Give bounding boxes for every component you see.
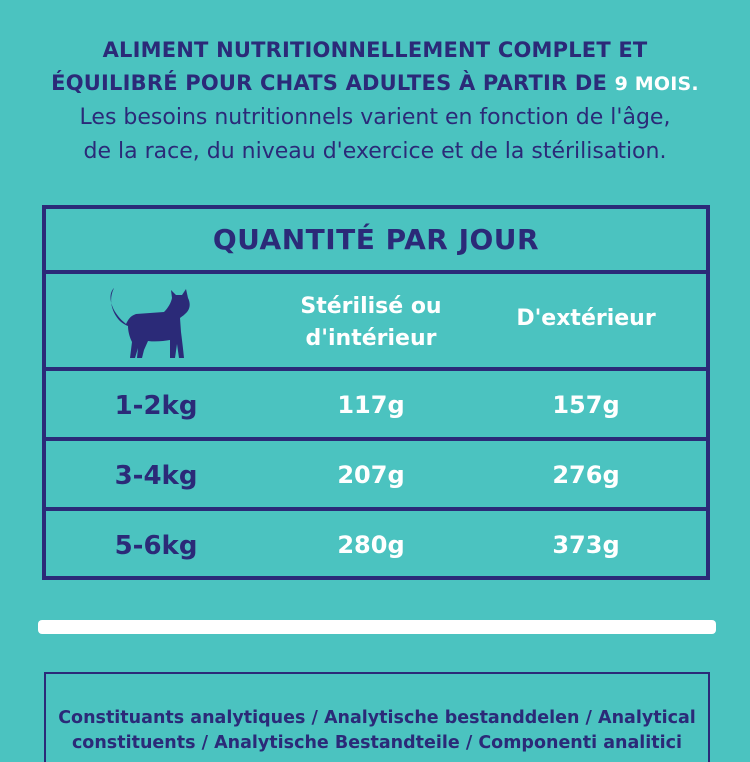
table-title: QUANTITÉ PAR JOUR [212,223,540,256]
header-indoor-line-1: Stérilisé ou [300,294,442,319]
analytical-line-2: constituents / Analytische Bestandteile / Componenti analitici [71,733,683,753]
white-divider [38,620,716,634]
indoor-amount-cell: 207g [337,461,405,489]
weight-cell: 5-6kg [114,531,198,561]
header-indoor-line-2: d'intérieur [305,326,437,351]
outdoor-amount-cell: 157g [552,391,620,419]
table-row [46,371,706,441]
header-line-2 [0,67,750,101]
cat-icon [108,286,203,364]
header-line-4: de la race, du niveau d'exercice et de la stérilisation. [83,139,667,164]
table-row [46,441,706,511]
table-title-row [46,209,706,274]
table-row [46,511,706,576]
outdoor-amount-cell: 276g [552,461,620,489]
header-line-1: ALIMENT NUTRITIONNELLEMENT COMPLET ET [102,38,648,62]
product-header [0,34,750,169]
analytical-line-1: Constituants analytiques / Analytische bestanddelen / Analytical [58,708,696,728]
header-outdoor: D'extérieur [516,306,656,331]
weight-cell: 3-4kg [114,461,198,491]
analytical-constituents-box [44,672,710,762]
outdoor-amount-cell: 373g [552,531,620,559]
weight-cell: 1-2kg [114,391,198,421]
analytical-text [46,706,708,756]
indoor-amount-cell: 280g [337,531,405,559]
header-line-3: Les besoins nutritionnels varient en fonction de l'âge, [79,105,671,130]
age-highlight: 9 MOIS. [614,73,699,95]
header-line-2-main: ÉQUILIBRÉ POUR CHATS ADULTES À PARTIR DE [51,71,615,95]
table-header-row [46,274,706,371]
feeding-table [42,205,710,580]
indoor-amount-cell: 117g [337,391,405,419]
header-indoor [271,291,471,355]
